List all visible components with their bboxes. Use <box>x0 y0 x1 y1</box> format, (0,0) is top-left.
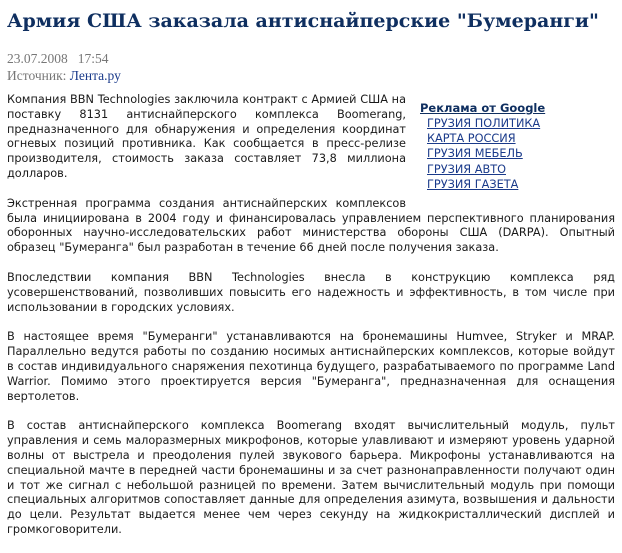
ads-list-item <box>427 162 615 177</box>
ads-list-item <box>427 116 615 131</box>
article-body <box>7 93 615 538</box>
article-paragraph-1: Компания BBN Technologies заключила контракт с Армией США на поставку 8131 антиснайперского комплекса Boomerang, предназначенного для обнаружения и определения координат огневых позиций противника. Как сообщается в пресс-релизе производителя, стоимость заказа составляет 73,8 миллиона долларов. <box>7 93 406 180</box>
article-paragraph-3: Впоследствии компания BBN Technologies внесла в конструкцию комплекса ряд усовершенствований, позволивших повысить его надежность и эффективность, в том числе при использовании в городских условиях. <box>7 270 615 314</box>
ads-list-item <box>427 146 615 161</box>
article-datetime <box>7 50 615 67</box>
article-paragraph-2: Экстренная программа создания антиснайперских комплексов была инициирована в 2004 году и финансировалась управлением перспективного планирования оборонных научно-исследовательских работ министерства обороны США (DARPA). Опытный образец "Бумеранга" был разработан в течение 66 дней после получения заказа. <box>7 196 615 255</box>
article-meta <box>7 50 615 84</box>
ad-link-gruziya-gazeta[interactable]: ГРУЗИЯ ГАЗЕТА <box>427 177 519 191</box>
article-page <box>7 0 615 553</box>
source-label: Источник: <box>7 68 67 83</box>
ads-title: Реклама от Google <box>420 101 546 115</box>
article-time: 17:54 <box>77 51 109 66</box>
ad-link-gruziya-politika[interactable]: ГРУЗИЯ ПОЛИТИКА <box>427 116 541 130</box>
source-link[interactable]: Лента.ру <box>69 68 121 83</box>
article-paragraph-4: В настоящее время "Бумеранги" устанавливаются на бронемашины Humvee, Stryker и MRAP. Параллельно ведутся работы по созданию носимых антиснайперских комплексов, которые войдут в состав индивидуального снаряжения пехотинца будущего, разрабатываемого по программе Land Warrior. Помимо этого проектируется версия "Бумеранга", предназначенная для оснащения вертолетов. <box>7 330 615 403</box>
ads-list-item <box>427 131 615 146</box>
article-paragraph-5: В состав антиснайперского комплекса Boomerang входят вычислительный модуль, пульт управления и семь малоразмерных микрофонов, которые улавливают и измеряют уровень ударной волны от выстрела и преодоления пулей звукового барьера. Микрофоны устанавливаются на специальной мачте в передней части бронемашины и за счет разнонаправленности получают один и тот же сигнал с небольшой разницей по времени. Затем вычислительный модуль при помощи специальных алгоритмов сопоставляет данные для определения азимута, возвышения и дальности до цели. Результат выдается менее чем через секунду на жидкокристаллический дисплей и громкоговорители. <box>7 419 615 536</box>
ad-link-gruziya-avto[interactable]: ГРУЗИЯ АВТО <box>427 162 506 176</box>
article-source <box>7 67 615 84</box>
ad-link-karta-rossiya[interactable]: КАРТА РОССИЯ <box>427 132 516 146</box>
article-date: 23.07.2008 <box>7 51 68 66</box>
google-ads-block <box>420 101 615 192</box>
article-title: Армия США заказала антиснайперские "Бумеранги" <box>7 10 599 32</box>
ad-link-gruziya-mebel[interactable]: ГРУЗИЯ МЕБЕЛЬ <box>427 147 523 161</box>
ads-list-item <box>427 177 615 192</box>
ads-list <box>420 116 615 192</box>
